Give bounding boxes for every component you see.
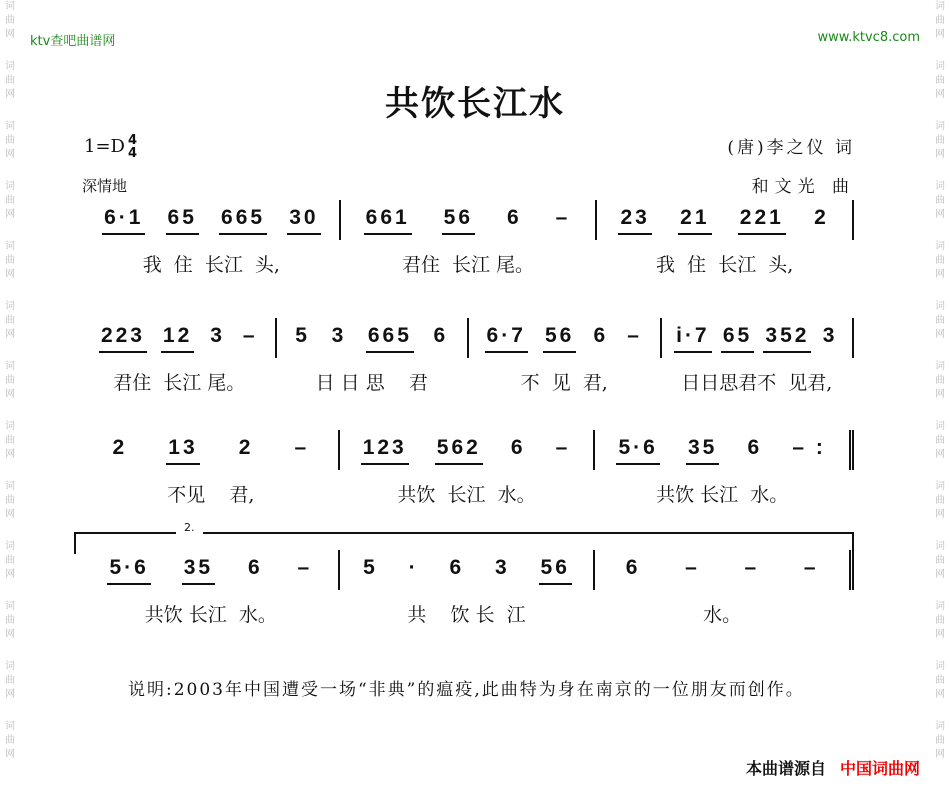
watermark-text: 词曲网 — [935, 601, 945, 640]
note-group: – — [627, 324, 642, 347]
watermark-text: 词曲网 — [5, 421, 15, 460]
note-group: 6 — [510, 436, 526, 459]
measure — [84, 430, 340, 506]
note-group: 5·6 — [107, 556, 150, 585]
watermark-text: 词曲网 — [5, 181, 15, 220]
note-group: 65 — [166, 206, 199, 235]
notes — [469, 318, 660, 353]
measure — [277, 318, 470, 394]
watermark-text: 词曲网 — [5, 721, 15, 760]
watermark-text: 词曲网 — [935, 421, 945, 460]
note-group: 665 — [366, 324, 414, 353]
lyrics: 共 饮 长 江 — [407, 604, 526, 626]
note-group: · — [408, 556, 419, 579]
measure — [84, 318, 277, 394]
watermark-text: 词曲网 — [5, 661, 15, 700]
note-group: 6 — [507, 206, 522, 229]
note-group: 6 — [247, 556, 263, 579]
watermark-text: 词曲网 — [935, 721, 945, 760]
notes — [340, 430, 594, 465]
note-group: 6 — [625, 556, 641, 579]
lyrics: 日日思君不 见君, — [681, 372, 833, 394]
lyrics: 君住 长江 尾。 — [113, 372, 246, 394]
note-group: 23 — [618, 206, 651, 235]
time-top: 4 — [127, 133, 138, 148]
lyrics: 水。 — [703, 604, 742, 626]
note-group: 665 — [219, 206, 267, 235]
note-group: 5 — [363, 556, 378, 579]
notes — [341, 200, 596, 235]
notes — [340, 550, 594, 585]
measure — [340, 550, 596, 626]
note-group: 13 — [166, 436, 199, 465]
score-row — [84, 550, 854, 626]
note-group: 56 — [442, 206, 475, 235]
note-group: 56 — [543, 324, 576, 353]
source-label: 本曲谱源自 — [745, 759, 826, 778]
lyrics: 不见 君, — [167, 484, 255, 506]
measure — [84, 550, 340, 626]
watermark-text: 词曲网 — [935, 1, 945, 40]
measure — [84, 200, 341, 276]
note-group: 12 — [161, 324, 194, 353]
site-url-right[interactable]: www.ktvc8.com — [817, 30, 920, 45]
note-group: 6 — [747, 436, 763, 459]
notes — [597, 200, 852, 235]
watermark-text: 词曲网 — [935, 121, 945, 160]
note-group: – — [555, 436, 571, 459]
tempo-mark: 深情地 — [82, 177, 128, 195]
lyrics: 我 住 长江 头, — [142, 254, 280, 276]
notes — [662, 318, 853, 353]
time-bottom: 4 — [127, 146, 138, 161]
note-group: 6 — [593, 324, 609, 347]
watermark-text: 词曲网 — [5, 541, 15, 580]
volta-label: 2. — [176, 521, 203, 534]
watermark-text: 词曲网 — [5, 601, 15, 640]
notes — [84, 200, 339, 235]
lyrics: 共饮 长江 水。 — [656, 484, 789, 506]
notes — [84, 430, 338, 465]
note-group: 5·6 — [616, 436, 659, 465]
watermark-text: 词曲网 — [5, 481, 15, 520]
notes — [84, 318, 275, 353]
note-group: – — [744, 556, 760, 579]
note-group: 2 — [112, 436, 128, 459]
lyricist: (唐)李之仪 词 — [727, 138, 855, 158]
note-group: 3 — [210, 324, 225, 347]
note-group: 35 — [182, 556, 215, 585]
measure — [595, 550, 854, 626]
note-group: 56 — [539, 556, 572, 585]
lyrics: 不 见 君, — [520, 372, 608, 394]
note-group: – — [242, 324, 258, 347]
note-group: 352 — [763, 324, 811, 353]
note-group: 65 — [721, 324, 754, 353]
watermark-text: 词曲网 — [5, 1, 15, 40]
score-row — [84, 200, 854, 276]
note-group: i·7 — [674, 324, 712, 353]
note-group: 2 — [238, 436, 254, 459]
note-group: 223 — [99, 324, 147, 353]
notes — [595, 550, 849, 583]
source-site[interactable]: 中国词曲网 — [839, 759, 920, 778]
lyrics: 共饮 长江 水。 — [397, 484, 536, 506]
note-group: 6 — [433, 324, 449, 347]
watermark-text: 词曲网 — [935, 301, 945, 340]
watermark-text: 词曲网 — [5, 361, 15, 400]
watermark-text: 词曲网 — [935, 241, 945, 280]
volta-bracket — [74, 521, 854, 554]
note-group: 221 — [738, 206, 786, 235]
note-group: – : — [792, 436, 826, 459]
time-signature — [128, 134, 137, 160]
score-row — [84, 430, 854, 506]
note-group: 21 — [678, 206, 711, 235]
note-group: – — [297, 556, 313, 579]
measure — [597, 200, 854, 276]
note-group: 3 — [331, 324, 347, 347]
note-group: 6·1 — [102, 206, 145, 235]
note-group: – — [803, 556, 819, 579]
note-group: 30 — [287, 206, 320, 235]
note-group: 5 — [295, 324, 310, 347]
score-row — [84, 318, 854, 394]
notes — [84, 550, 338, 585]
measure — [341, 200, 598, 276]
source-credit — [746, 756, 920, 779]
note-group: 6·7 — [485, 324, 528, 353]
note-group: 6 — [449, 556, 465, 579]
watermark-text: 词曲网 — [935, 481, 945, 520]
watermark-text: 词曲网 — [935, 661, 945, 700]
note-group: 3 — [822, 324, 838, 347]
lyrics: 君住 长江 尾。 — [401, 254, 535, 276]
key: 1=D — [84, 136, 125, 157]
lyrics: 我 住 长江 头, — [656, 254, 794, 276]
measure — [662, 318, 855, 394]
watermark-text: 词曲网 — [935, 541, 945, 580]
composer: 和文光 曲 — [751, 177, 855, 197]
site-name-left[interactable]: ktv查吧曲谱网 — [30, 34, 116, 49]
note-group: 2 — [814, 206, 829, 229]
measure — [469, 318, 662, 394]
watermark-text: 词曲网 — [935, 361, 945, 400]
watermark-text: 词曲网 — [5, 61, 15, 100]
song-title: 共饮长江水 — [385, 84, 565, 124]
measure — [595, 430, 854, 506]
note-group: – — [685, 556, 700, 579]
lyrics: 日 日 思 君 — [315, 372, 428, 394]
explanation-note: 说明:2003年中国遭受一场“非典”的瘟疫,此曲特为身在南京的一位朋友而创作。 — [128, 680, 805, 700]
watermark-text: 词曲网 — [5, 241, 15, 280]
note-group: 3 — [495, 556, 510, 579]
note-group: 562 — [435, 436, 483, 465]
note-group: 35 — [686, 436, 719, 465]
note-group: – — [294, 436, 310, 459]
note-group: 661 — [364, 206, 412, 235]
key-signature — [84, 134, 137, 160]
notes — [277, 318, 468, 353]
watermark-text: 词曲网 — [5, 121, 15, 160]
watermark-text: 词曲网 — [935, 181, 945, 220]
lyrics: 共饮 长江 水。 — [144, 604, 277, 626]
note-group: – — [555, 206, 571, 229]
watermark-text: 词曲网 — [935, 61, 945, 100]
measure — [340, 430, 596, 506]
notes — [595, 430, 849, 465]
note-group: 123 — [361, 436, 409, 465]
watermark-text: 词曲网 — [5, 301, 15, 340]
